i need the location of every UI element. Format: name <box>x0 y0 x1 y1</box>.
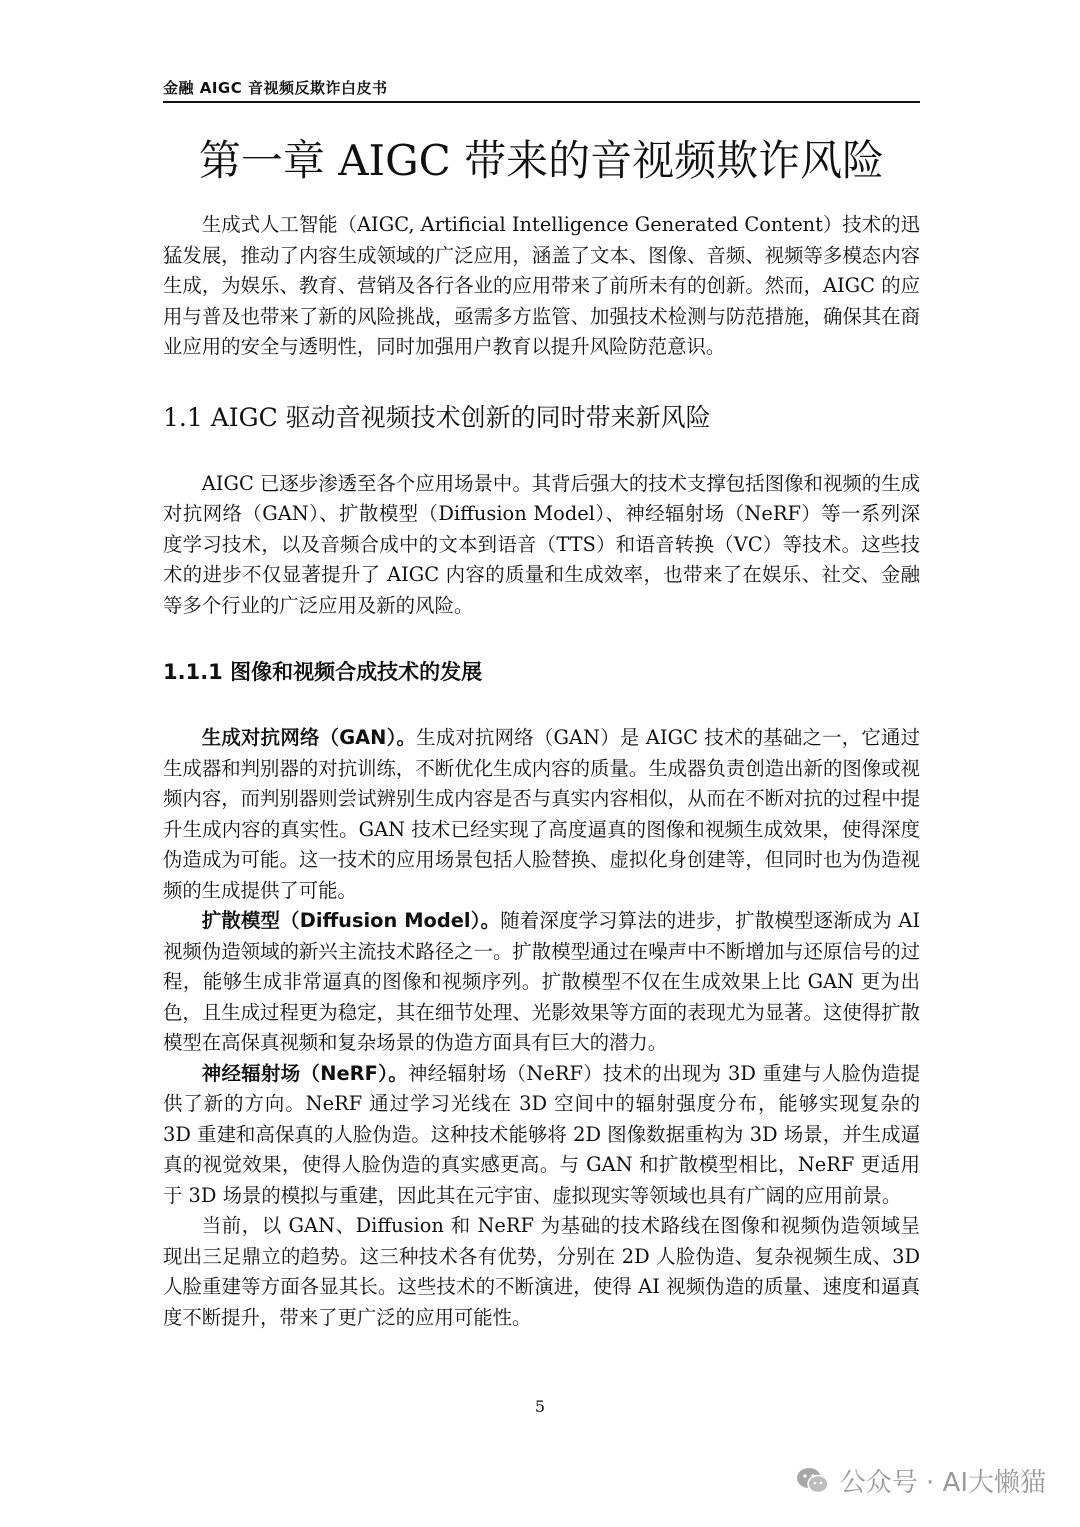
nerf-text: 神经辐射场（NeRF）技术的出现为 3D 重建与人脸伪造提供了新的方向。NeRF 通过学习光线在 3D 空间中的辐射强度分布，能够实现复杂的 3D 重建和高保真的人脸伪造。这种技术能够将 2D 图像数据重构为 3D 场景，并生成逼真的视觉效果，使得人脸伪造的真实感更高。与 GAN 和扩散模型相比，NeRF 更适用于 3D 场景的模拟与重建，因此其在元宇宙、虚拟现实等领域也具有广阔的应用前景。 <box>163 1061 920 1207</box>
header-rule <box>163 101 920 103</box>
nerf-paragraph <box>163 1059 920 1212</box>
wechat-icon <box>796 1466 830 1496</box>
intro-paragraph: 生成式人工智能（AIGC, Artificial Intelligence Generated Content）技术的迅猛发展，推动了内容生成领域的广泛应用，涵盖了文本、图像、音频、视频等多模态内容生成，为娱乐、教育、营销及各行各业的应用带来了前所未有的创新。然而，AIGC 的应用与普及也带来了新的风险挑战，亟需多方监管、加强技术检测与防范措施，确保其在商业应用的安全与透明性，同时加强用户教育以提升风险防范意识。 <box>163 213 920 358</box>
chapter-title: 第一章 AIGC 带来的音视频欺诈风险 <box>198 136 885 185</box>
running-header: 金融 AIGC 音视频反欺诈白皮书 <box>163 79 388 97</box>
section-1-1-paragraph: AIGC 已逐步渗透至各个应用场景中。其背后强大的技术支撑包括图像和视频的生成对抗网络（GAN）、扩散模型（Diffusion Model）、神经辐射场（NeRF）等一系列深度学习技术，以及音频合成中的文本到语音（TTS）和语音转换（VC）等技术。这些技术的进步不仅显著提升了 AIGC 内容的质量和生成效率，也带来了在娱乐、社交、金融等多个行业的广泛应用及新的风险。 <box>163 471 920 617</box>
summary-paragraph: 当前，以 GAN、Diffusion 和 NeRF 为基础的技术路线在图像和视频伪造领域呈现出三足鼎立的趋势。这三种技术各有优势，分别在 2D 人脸伪造、复杂视频生成、3D 人脸重建等方面各显其长。这些技术的不断演进，使得 AI 视频伪造的质量、速度和逼真度不断提升，带来了更广泛的应用可能性。 <box>163 1214 920 1329</box>
section-heading-1-1-1: 1.1.1 图像和视频合成技术的发展 <box>163 660 483 684</box>
diffusion-paragraph <box>163 906 920 1059</box>
gan-text: 生成对抗网络（GAN）是 AIGC 技术的基础之一，它通过生成器和判别器的对抗训练，不断优化生成内容的质量。生成器负责创造出新的图像或视频内容，而判别器则尝试辨别生成内容是否与真实内容相似，从而在不断对抗的过程中提升生成内容的真实性。GAN 技术已经实现了高度逼真的图像和视频生成效果，使得深度伪造成为可能。这一技术的应用场景包括人脸替换、虚拟化身创建等，但同时也为伪造视频的生成提供了可能。 <box>163 726 920 902</box>
watermark <box>796 1462 1046 1499</box>
gan-term: 生成对抗网络（GAN）。 <box>201 726 417 749</box>
page-number: 5 <box>534 1397 546 1416</box>
nerf-term: 神经辐射场（NeRF）。 <box>201 1061 408 1085</box>
watermark-text: 公众号 · AI大懒猫 <box>839 1468 1046 1498</box>
gan-paragraph <box>163 723 920 906</box>
page-body <box>163 210 920 1333</box>
diffusion-term: 扩散模型（Diffusion Model）。 <box>201 909 501 932</box>
diffusion-text: 随着深度学习算法的进步，扩散模型逐渐成为 AI 视频伪造领域的新兴主流技术路径之一。扩散模型通过在噪声中不断增加与还原信号的过程，能够生成非常逼真的图像和视频序列。扩散模型不仅在生成效果上比 GAN 更为出色，且生成过程更为稳定，其在细节处理、光影效果等方面的表现尤为显著。这使得扩散模型在高保真视频和复杂场景的伪造方面具有巨大的潜力。 <box>163 909 920 1054</box>
section-heading-1-1: 1.1 AIGC 驱动音视频技术创新的同时带来新风险 <box>163 402 711 432</box>
